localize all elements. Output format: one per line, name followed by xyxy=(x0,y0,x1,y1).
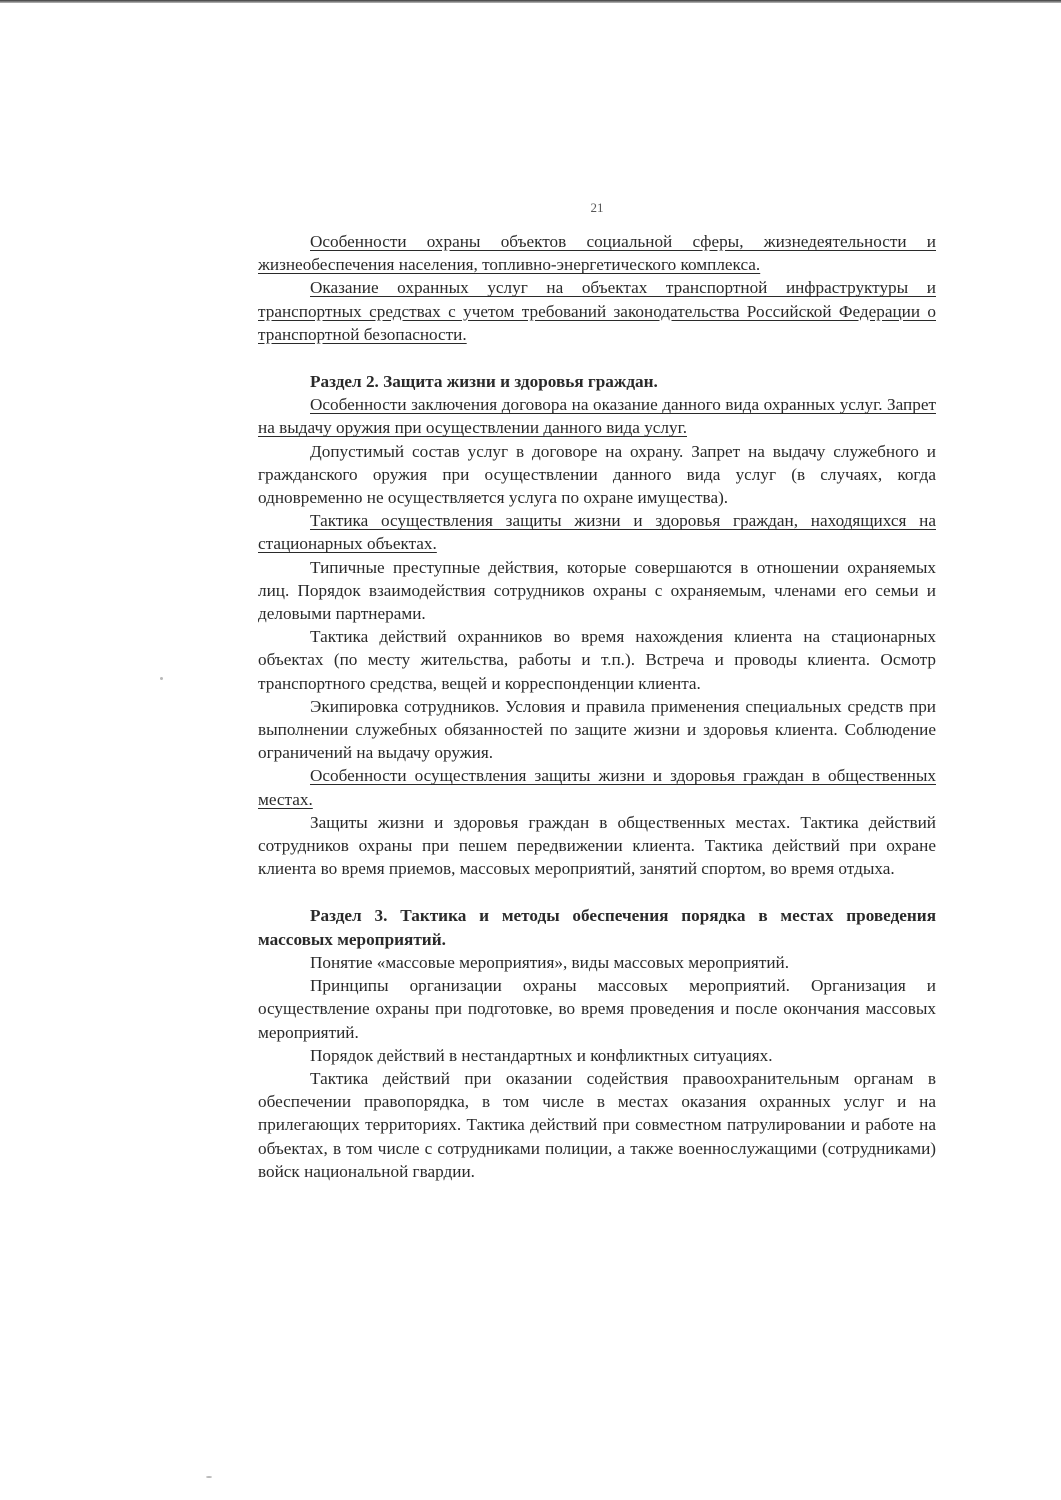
section-3-paragraph: Понятие «массовые мероприятия», виды массовых мероприятий. xyxy=(310,952,790,972)
section-2-paragraph: Экипировка сотрудников. Условия и правила применения специальных средств при выполнении служебных обязанностей по защите жизни и здоровья клиента. Соблюдение ограничений на выдачу оружия. xyxy=(258,696,936,763)
section-3-paragraph: Тактика действий при оказании содействия правоохранительным органам в обеспечении правопорядка, в том числе в местах оказания охранных услуг и на прилегающих территориях. Тактика действий при совместном патрулировании и работе на объектах, в том числе с сотрудниками полиции, а также военнослужащими (сотрудниками) войск национальной гвардии. xyxy=(258,1068,936,1181)
scan-speck xyxy=(160,677,163,680)
intro-paragraph-2: Оказание охранных услуг на объектах транспортной инфраструктуры и транспортных средствах с учетом требований законодательства Российской Федерации о транспортной безопасности. xyxy=(258,278,936,344)
section-2-topic: Тактика осуществления защиты жизни и здоровья граждан, находящихся на стационарных объектах. xyxy=(258,511,936,554)
intro-paragraph-1: Особенности охраны объектов социальной сферы, жизнедеятельности и жизнеобеспечения населения, топливно-энергетического комплекса. xyxy=(258,232,936,275)
scan-edge xyxy=(0,0,1061,3)
section-2-topic: Особенности осуществления защиты жизни и здоровья граждан в общественных местах. xyxy=(258,766,936,809)
section-2-paragraph: Допустимый состав услуг в договоре на охрану. Запрет на выдачу служебного и гражданского оружия при осуществлении данного вида услуг (в случаях, когда одновременно не осуществляется услуга по охране имущества). xyxy=(258,441,936,508)
scan-speck xyxy=(206,1476,212,1478)
section-2-topic: Особенности заключения договора на оказание данного вида охранных услуг. Запрет на выдачу оружия при осуществлении данного вида услуг. xyxy=(258,395,936,438)
page-number: 21 xyxy=(590,200,604,215)
section-3-paragraph: Порядок действий в нестандартных и конфликтных ситуациях. xyxy=(310,1045,773,1065)
section-3-paragraph: Принципы организации охраны массовых мероприятий. Организация и осуществление охраны при подготовке, во время проведения и после окончания массовых мероприятий. xyxy=(258,976,936,1042)
document-page xyxy=(258,200,936,1183)
section-2-heading: Раздел 2. Защита жизни и здоровья граждан. xyxy=(310,372,658,392)
section-3-heading: Раздел 3. Тактика и методы обеспечения порядка в местах проведения массовых мероприятий. xyxy=(258,906,936,949)
section-2-paragraph: Типичные преступные действия, которые совершаются в отношении охраняемых лиц. Порядок взаимодействия сотрудников охраны с охраняемым, членами его семьи и деловыми партнерами. xyxy=(258,557,936,624)
section-2-paragraph: Защиты жизни и здоровья граждан в общественных местах. Тактика действий сотрудников охраны при пешем передвижении клиента. Тактика действий при охране клиента во время приемов, массовых мероприятий, занятий спортом, во время отдыха. xyxy=(258,812,936,879)
section-2-paragraph: Тактика действий охранников во время нахождения клиента на стационарных объектах (по месту жительства, работы и т.п.). Встреча и проводы клиента. Осмотр транспортного средства, вещей и корреспонденции клиента. xyxy=(258,627,936,693)
